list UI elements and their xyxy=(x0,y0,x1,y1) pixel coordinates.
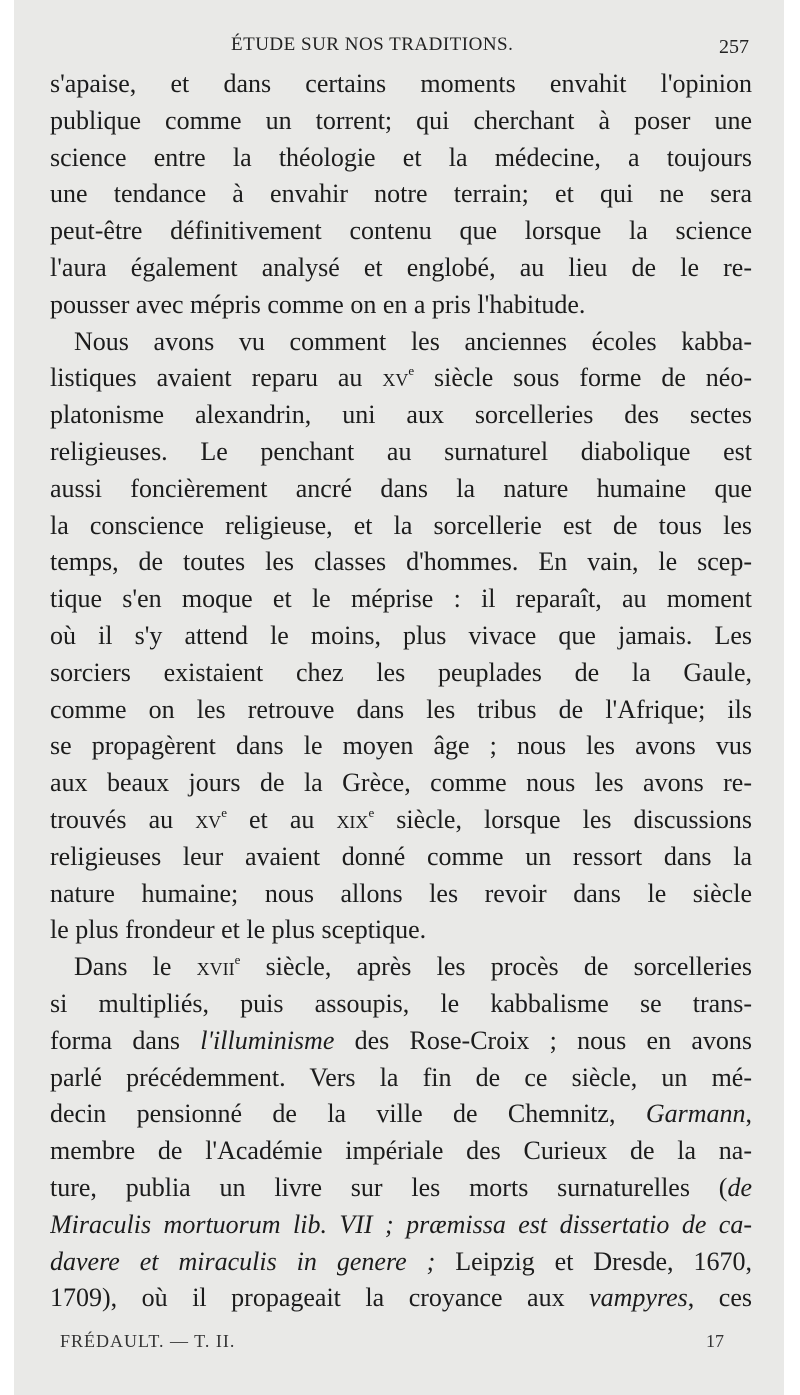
text-line: parlé précédemment. Vers la fin de ce siècle, un mé- xyxy=(50,1062,752,1092)
running-title: ÉTUDE SUR NOS TRADITIONS. xyxy=(231,34,514,55)
page-number: 257 xyxy=(719,36,749,58)
italic-term: l'illuminisme xyxy=(200,1025,335,1055)
text-line: religieuses leur avaient donné comme un ressort dans la xyxy=(50,841,752,871)
italic-term: vampyres xyxy=(589,1283,688,1313)
superscript: e xyxy=(408,363,415,379)
text-line: se propagèrent dans le moyen âge ; nous les avons vus xyxy=(50,731,752,761)
text-line: trouvés au $xv^e$ et au xix$^e$ siècle, lorsque les discussions xyxy=(50,804,752,834)
paragraph-start-line: Dans le xvii$^e$ siècle, après les procès de sorcelleries xyxy=(74,952,752,982)
roman-numeral: xv xyxy=(382,363,409,393)
text-line: science entre la théologie et la médecine, a toujours xyxy=(50,142,752,172)
text-line: la conscience religieuse, et la sorcellerie est de tous les xyxy=(50,510,752,540)
text-line: si multipliés, puis assoupis, le kabbalisme se trans- xyxy=(50,988,752,1018)
text-line: nature humaine; nous allons les revoir dans le siècle xyxy=(50,878,752,908)
roman-numeral: xix xyxy=(336,804,369,834)
roman-numeral: xv xyxy=(195,804,222,834)
text-line: une tendance à envahir notre terrain; et qui ne sera xyxy=(50,179,752,209)
text-line: aux beaux jours de la Grèce, comme nous les avons re- xyxy=(50,768,752,798)
superscript: e xyxy=(368,804,375,820)
text-line: platonisme alexandrin, uni aux sorcelleries des sectes xyxy=(50,400,752,430)
paragraph-end-line: pousser avec mépris comme on en a pris l'habitude. xyxy=(50,289,586,319)
book-page xyxy=(14,0,784,1395)
italic-title: Miraculis mortuorum lib. VII ; præmissa est dissertatio de ca- xyxy=(50,1209,752,1239)
roman-numeral: xvii xyxy=(196,952,235,982)
page-header xyxy=(14,30,759,64)
text-line: tique s'en moque et le méprise : il reparaît, au moment xyxy=(50,584,752,614)
text-line: ture, publia un livre sur les morts surnaturelles (de xyxy=(50,1172,752,1202)
text-line: publique comme un torrent; qui cherchant à poser une xyxy=(50,105,752,135)
text-line: sorciers existaient chez les peuplades de la Gaule, xyxy=(50,657,752,687)
text-line: s'apaise, et dans certains moments envahit l'opinion xyxy=(50,69,752,98)
text-line: temps, de toutes les classes d'hommes. En vain, le scep- xyxy=(50,547,752,577)
text-line: où il s'y attend le moins, plus vivace que jamais. Les xyxy=(50,620,752,650)
text-line: aussi foncièrement ancré dans la nature humaine que xyxy=(50,473,752,503)
text-line: davere et miraculis in genere ; Leipzig et Dresde, 1670, xyxy=(50,1246,752,1276)
text-line: l'aura également analysé et englobé, au lieu de le re- xyxy=(50,252,752,282)
italic-name: Garmann xyxy=(645,1099,746,1129)
text-line: forma dans l'illuminisme des Rose-Croix ; nous en avons xyxy=(50,1025,752,1055)
superscript: e xyxy=(234,952,241,968)
text-line: membre de l'Académie impériale des Curieux de la na- xyxy=(50,1136,752,1166)
text-line xyxy=(50,1207,752,1244)
signature-mark: FRÉDAULT. — T. II. xyxy=(60,1331,236,1351)
text-line: listiques avaient reparu au $xv^e$ siècle sous forme de néo- xyxy=(50,363,752,393)
superscript: e xyxy=(221,804,227,820)
text-line: religieuses. Le penchant au surnaturel diabolique est xyxy=(50,436,752,466)
page-footer xyxy=(60,1331,724,1357)
signature-number: 17 xyxy=(706,1331,724,1351)
italic-title: de xyxy=(727,1172,752,1202)
italic-title: davere et miraculis in genere ; xyxy=(50,1246,436,1276)
text-line: 1709), où il propageait la croyance aux vampyres, ces xyxy=(50,1283,752,1313)
text-line: peut-être définitivement contenu que lorsque la science xyxy=(50,216,752,246)
text-line: decin pensionné de la ville de Chemnitz, Garmann, xyxy=(50,1099,752,1129)
body-text xyxy=(50,66,752,1317)
paragraph-end-line: le plus frondeur et le plus sceptique. xyxy=(50,915,427,945)
text-line: comme on les retrouve dans les tribus de l'Afrique; ils xyxy=(50,694,752,724)
paragraph-start-line: Nous avons vu comment les anciennes écoles kabba- xyxy=(74,326,752,356)
